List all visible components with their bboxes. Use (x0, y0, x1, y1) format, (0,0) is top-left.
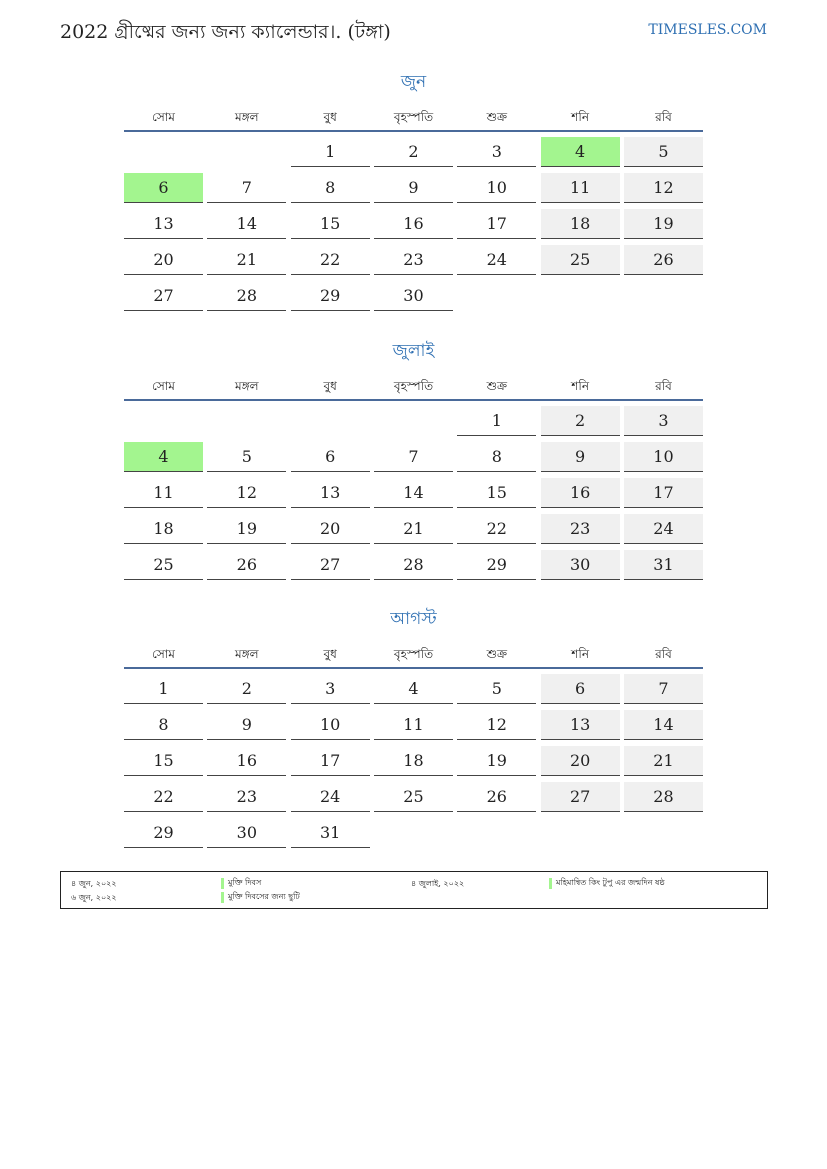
holiday-marker (221, 892, 224, 903)
day-cell[interactable]: 23 (374, 245, 453, 275)
weekday-label: বুধ (323, 647, 337, 661)
day-cell[interactable]: 29 (124, 818, 203, 848)
day-cell[interactable]: 10 (624, 442, 703, 472)
page-title: 2022 গ্রীষ্মের জন্য জন্য ক্যালেন্ডার।. (টঙ্গা) (60, 21, 391, 43)
day-cell[interactable]: 7 (624, 674, 703, 704)
site-link[interactable]: TIMESLES.COM (648, 22, 767, 38)
empty-cell (374, 406, 453, 436)
weekday-label: শনি (571, 379, 589, 393)
day-cell[interactable]: 24 (291, 782, 370, 812)
day-cell[interactable]: 4 (374, 674, 453, 704)
weekday-label: মঙ্গল (235, 110, 259, 124)
month-name: আগস্ট (390, 609, 437, 629)
day-cell[interactable]: 19 (207, 514, 286, 544)
day-cell[interactable]: 9 (541, 442, 620, 472)
legend-name: মহিমান্বিত কিং টুপু এর জন্মদিন ষষ্ঠ (556, 878, 665, 887)
day-cell[interactable]: 14 (374, 478, 453, 508)
day-cell[interactable]: 8 (291, 173, 370, 203)
weekday-header (124, 104, 703, 132)
day-cell[interactable]: 3 (624, 406, 703, 436)
day-cell[interactable]: 16 (374, 209, 453, 239)
month-block (124, 70, 703, 317)
weekday-label: শনি (571, 647, 589, 661)
day-cell[interactable]: 23 (207, 782, 286, 812)
day-cell[interactable]: 14 (624, 710, 703, 740)
day-cell[interactable]: 9 (207, 710, 286, 740)
weekday-header (124, 373, 703, 401)
day-cell[interactable]: 27 (124, 281, 203, 311)
day-cell[interactable]: 28 (207, 281, 286, 311)
day-cell[interactable]: 25 (541, 245, 620, 275)
weekday-label: বৃহস্পতি (393, 110, 434, 124)
day-cell[interactable]: 28 (624, 782, 703, 812)
holiday-marker (221, 878, 224, 889)
week-row (124, 782, 703, 813)
week-row (124, 245, 703, 276)
day-cell[interactable]: 10 (457, 173, 536, 203)
day-cell[interactable]: 5 (207, 442, 286, 472)
day-grid (124, 406, 703, 581)
day-cell[interactable]: 18 (374, 746, 453, 776)
week-row (124, 281, 703, 312)
day-cell[interactable]: 27 (541, 782, 620, 812)
week-row (124, 514, 703, 545)
week-row (124, 674, 703, 705)
legend-date: ৬ জুন, ২০২২ (71, 893, 117, 902)
empty-cell (457, 281, 536, 311)
week-row (124, 746, 703, 777)
legend-name: মুক্তি দিবস (228, 878, 262, 887)
day-cell[interactable]: 21 (624, 746, 703, 776)
day-cell[interactable]: 20 (541, 746, 620, 776)
day-cell[interactable]: 2 (207, 674, 286, 704)
day-grid (124, 137, 703, 312)
day-cell[interactable]: 3 (457, 137, 536, 167)
weekday-label: শুক্র (486, 379, 507, 393)
empty-cell (541, 818, 620, 848)
empty-cell (541, 281, 620, 311)
day-cell[interactable]: 14 (207, 209, 286, 239)
day-cell[interactable]: 29 (457, 550, 536, 580)
day-cell[interactable]: 15 (124, 746, 203, 776)
weekday-label: শনি (571, 110, 589, 124)
day-cell[interactable]: 17 (457, 209, 536, 239)
day-cell[interactable]: 20 (291, 514, 370, 544)
legend-date: ৪ জুন, ২০২২ (71, 879, 117, 888)
day-cell[interactable]: 2 (374, 137, 453, 167)
month-name: জুলাই (392, 341, 435, 361)
day-cell[interactable]: 22 (291, 245, 370, 275)
day-cell[interactable]: 16 (541, 478, 620, 508)
legend-entry (549, 877, 665, 890)
day-cell[interactable]: 20 (124, 245, 203, 275)
day-cell[interactable]: 13 (124, 209, 203, 239)
day-cell[interactable]: 15 (291, 209, 370, 239)
month-name: জুন (400, 72, 427, 92)
day-cell[interactable]: 26 (207, 550, 286, 580)
day-cell[interactable]: 15 (457, 478, 536, 508)
weekday-label: বুধ (323, 110, 337, 124)
day-cell[interactable]: 3 (291, 674, 370, 704)
day-cell[interactable]: 1 (124, 674, 203, 704)
day-cell[interactable]: 30 (541, 550, 620, 580)
day-cell[interactable]: 26 (457, 782, 536, 812)
weekday-label: রবি (655, 110, 672, 124)
week-row (124, 173, 703, 204)
day-cell[interactable]: 18 (124, 514, 203, 544)
weekday-header (124, 641, 703, 669)
day-cell[interactable]: 21 (207, 245, 286, 275)
day-cell[interactable]: 28 (374, 550, 453, 580)
empty-cell (124, 406, 203, 436)
day-cell[interactable]: 29 (291, 281, 370, 311)
week-row (124, 209, 703, 240)
day-cell[interactable]: 7 (374, 442, 453, 472)
day-cell[interactable]: 16 (207, 746, 286, 776)
day-cell[interactable]: 1 (291, 137, 370, 167)
legend-date: ৪ জুলাই, ২০২২ (411, 879, 465, 888)
day-cell[interactable]: 1 (457, 406, 536, 436)
week-row (124, 137, 703, 168)
day-cell[interactable]: 17 (291, 746, 370, 776)
day-cell[interactable]: 4 (124, 442, 203, 472)
week-row (124, 442, 703, 473)
empty-cell (624, 818, 703, 848)
empty-cell (291, 406, 370, 436)
week-row (124, 710, 703, 741)
day-cell[interactable]: 25 (374, 782, 453, 812)
day-cell[interactable]: 31 (291, 818, 370, 848)
day-cell[interactable]: 26 (624, 245, 703, 275)
empty-cell (374, 818, 453, 848)
day-cell[interactable]: 24 (457, 245, 536, 275)
day-cell[interactable]: 12 (207, 478, 286, 508)
weekday-label: মঙ্গল (235, 647, 259, 661)
weekday-label: শুক্র (486, 647, 507, 661)
holiday-marker (549, 878, 552, 889)
day-cell[interactable]: 13 (541, 710, 620, 740)
day-cell[interactable]: 18 (541, 209, 620, 239)
day-cell[interactable]: 12 (457, 710, 536, 740)
weekday-label: শুক্র (486, 110, 507, 124)
legend-entry (221, 877, 261, 890)
weekday-label: সোম (152, 379, 175, 393)
day-cell[interactable]: 22 (124, 782, 203, 812)
day-cell[interactable]: 5 (457, 674, 536, 704)
day-cell[interactable]: 9 (374, 173, 453, 203)
day-cell[interactable]: 27 (291, 550, 370, 580)
empty-cell (124, 137, 203, 167)
week-row (124, 818, 703, 849)
week-row (124, 550, 703, 581)
weekday-label: রবি (655, 379, 672, 393)
day-cell[interactable]: 4 (541, 137, 620, 167)
empty-cell (207, 406, 286, 436)
week-row (124, 478, 703, 509)
day-cell[interactable]: 17 (624, 478, 703, 508)
weekday-label: বুধ (323, 379, 337, 393)
week-row (124, 406, 703, 437)
holiday-legend (60, 871, 768, 909)
day-cell[interactable]: 23 (541, 514, 620, 544)
day-cell[interactable]: 8 (124, 710, 203, 740)
weekday-label: রবি (655, 647, 672, 661)
day-cell[interactable]: 6 (291, 442, 370, 472)
day-grid (124, 674, 703, 849)
day-cell[interactable]: 7 (207, 173, 286, 203)
day-cell[interactable]: 8 (457, 442, 536, 472)
day-cell[interactable]: 31 (624, 550, 703, 580)
month-block (124, 339, 703, 586)
day-cell[interactable]: 24 (624, 514, 703, 544)
weekday-label: সোম (152, 110, 175, 124)
legend-entry (221, 891, 300, 904)
empty-cell (207, 137, 286, 167)
day-cell[interactable]: 19 (624, 209, 703, 239)
weekday-label: সোম (152, 647, 175, 661)
day-cell[interactable]: 30 (207, 818, 286, 848)
day-cell[interactable]: 10 (291, 710, 370, 740)
day-cell[interactable]: 11 (541, 173, 620, 203)
empty-cell (624, 281, 703, 311)
day-cell[interactable]: 21 (374, 514, 453, 544)
day-cell[interactable]: 6 (124, 173, 203, 203)
empty-cell (457, 818, 536, 848)
day-cell[interactable]: 25 (124, 550, 203, 580)
weekday-label: বৃহস্পতি (393, 379, 434, 393)
day-cell[interactable]: 19 (457, 746, 536, 776)
day-cell[interactable]: 12 (624, 173, 703, 203)
month-block (124, 607, 703, 854)
day-cell[interactable]: 11 (374, 710, 453, 740)
day-cell[interactable]: 6 (541, 674, 620, 704)
weekday-label: মঙ্গল (235, 379, 259, 393)
weekday-label: বৃহস্পতি (393, 647, 434, 661)
legend-name: মুক্তি দিবসের জন্য ছুটি (228, 892, 300, 901)
day-cell[interactable]: 30 (374, 281, 453, 311)
day-cell[interactable]: 5 (624, 137, 703, 167)
day-cell[interactable]: 2 (541, 406, 620, 436)
day-cell[interactable]: 22 (457, 514, 536, 544)
day-cell[interactable]: 13 (291, 478, 370, 508)
day-cell[interactable]: 11 (124, 478, 203, 508)
